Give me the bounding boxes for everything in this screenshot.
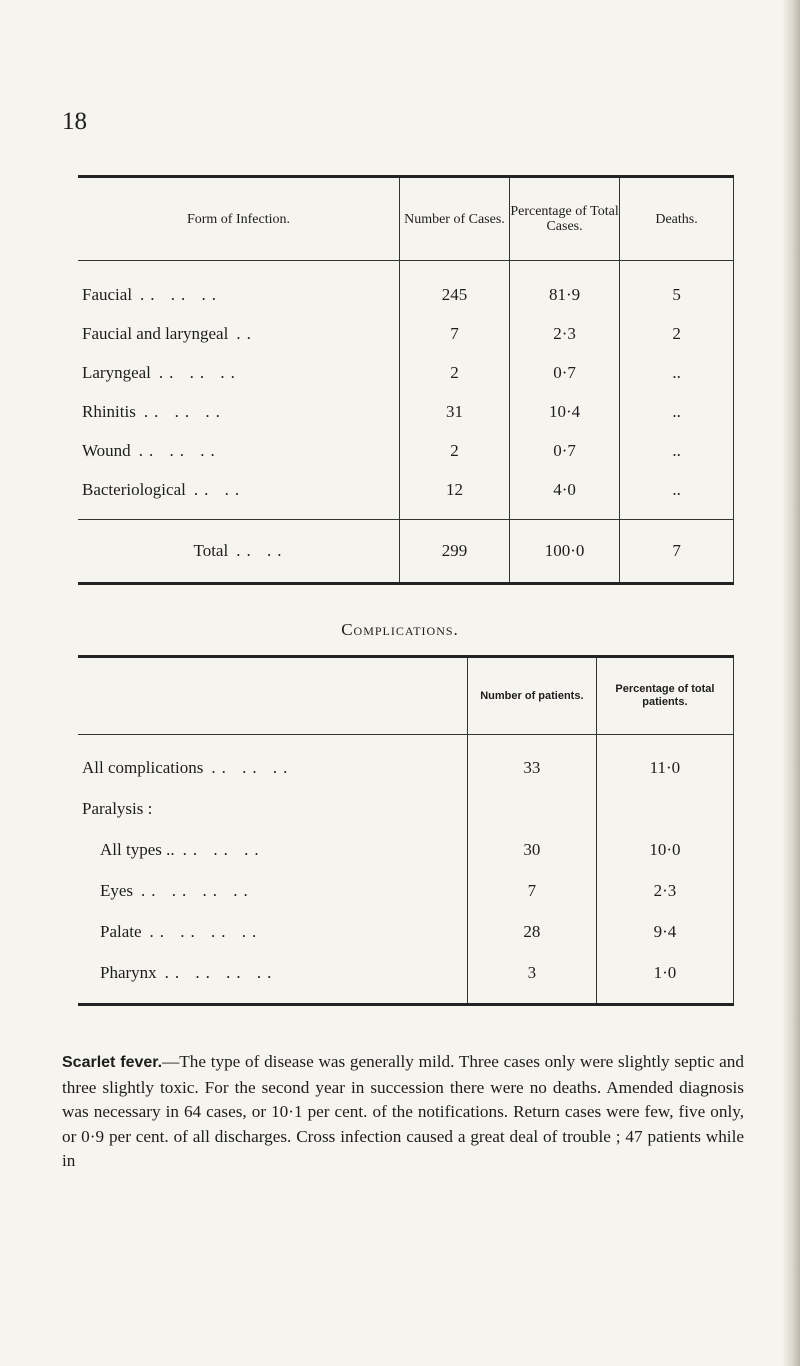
cell-form: [78, 392, 399, 431]
complication-label: Palate: [100, 921, 142, 941]
table-row: [78, 261, 734, 315]
total-label: Total: [193, 541, 229, 560]
table-row: [78, 829, 734, 870]
form-label: Wound: [82, 440, 131, 460]
leader-dots: .. .. ..: [158, 362, 241, 382]
infection-table: [78, 175, 734, 585]
table-row: [78, 870, 734, 911]
page-number: 18: [62, 108, 87, 135]
leader-dots: .. .. .. ..: [141, 880, 254, 900]
cell-complication: [78, 735, 467, 789]
page-edge-shadow: [782, 0, 800, 1366]
cell-number: 28: [467, 911, 596, 952]
paragraph-lead: Scarlet fever.: [62, 1054, 163, 1071]
table-row: [78, 735, 734, 789]
cell-number: 7: [467, 870, 596, 911]
cell-cases: 31: [399, 392, 509, 431]
cell-percentage: 10·4: [509, 392, 619, 431]
header-percentage-patients: Percentage of total patients.: [596, 657, 733, 735]
form-label: Bacteriological: [82, 479, 186, 499]
leader-dots: .. ..: [193, 479, 246, 499]
cell-percentage: 4·0: [509, 470, 619, 520]
cell-percentage: 11·0: [596, 735, 733, 789]
cell-form: [78, 314, 399, 353]
complications-table: [78, 655, 734, 1006]
table-row: [78, 431, 734, 470]
header-number-patients: Number of patients.: [467, 657, 596, 735]
table-row: [78, 911, 734, 952]
header-cases: Number of Cases.: [399, 177, 509, 261]
cell-number: [467, 788, 596, 829]
complication-label: All complications: [82, 757, 204, 777]
header-percentage: Percentage of Total Cases.: [509, 177, 619, 261]
complication-label: Eyes: [100, 880, 134, 900]
cell-form: [78, 353, 399, 392]
cell-percentage: 9·4: [596, 911, 733, 952]
cell-total-cases: 299: [399, 520, 509, 584]
header-deaths: Deaths.: [620, 177, 734, 261]
cell-deaths: ..: [620, 392, 734, 431]
form-label: Rhinitis: [82, 401, 136, 421]
leader-dots: .. .. ..: [140, 284, 223, 304]
cell-percentage: 2·3: [509, 314, 619, 353]
leader-dots: .. ..: [236, 541, 288, 560]
table-row: [78, 314, 734, 353]
complication-label: Pharynx: [100, 962, 157, 982]
table-row: [78, 353, 734, 392]
cell-cases: 7: [399, 314, 509, 353]
cell-deaths: 5: [620, 261, 734, 315]
leader-dots: .. .. ..: [138, 440, 221, 460]
total-row: [78, 520, 734, 584]
complications-title: Complications.: [341, 620, 459, 639]
cell-total-deaths: 7: [620, 520, 734, 584]
cell-percentage: 1·0: [596, 952, 733, 1005]
cell-number: 3: [467, 952, 596, 1005]
table-row: [78, 952, 734, 1005]
cell-cases: 12: [399, 470, 509, 520]
cell-percentage: [596, 788, 733, 829]
complication-label: All types ..: [100, 839, 175, 859]
form-label: Faucial and laryngeal: [82, 323, 229, 343]
cell-number: 33: [467, 735, 596, 789]
cell-deaths: 2: [620, 314, 734, 353]
table-row: [78, 392, 734, 431]
header-form: Form of Infection.: [78, 177, 399, 261]
leader-dots: .. .. ..: [211, 757, 294, 777]
cell-percentage: 0·7: [509, 431, 619, 470]
header-blank: [78, 657, 467, 735]
leader-dots: ..: [236, 323, 257, 343]
leader-dots: .. .. ..: [143, 401, 226, 421]
infection-table-header: [78, 177, 734, 261]
cell-deaths: ..: [620, 353, 734, 392]
cell-deaths: ..: [620, 470, 734, 520]
cell-percentage: 81·9: [509, 261, 619, 315]
form-label: Laryngeal: [82, 362, 151, 382]
cell-complication: [78, 870, 467, 911]
cell-deaths: ..: [620, 431, 734, 470]
cell-percentage: 2·3: [596, 870, 733, 911]
leader-dots: .. .. ..: [182, 839, 265, 859]
cell-complication: [78, 952, 467, 1005]
form-label: Faucial: [82, 284, 133, 304]
cell-form: [78, 431, 399, 470]
cell-total-label: [78, 520, 399, 584]
leader-dots: .. .. .. ..: [149, 921, 263, 941]
cell-form: [78, 470, 399, 520]
cell-cases: 2: [399, 353, 509, 392]
cell-form: [78, 261, 399, 315]
complication-label: Paralysis :: [82, 798, 153, 818]
complications-table-header: [78, 657, 734, 735]
cell-total-percentage: 100·0: [509, 520, 619, 584]
cell-percentage: 10·0: [596, 829, 733, 870]
cell-number: 30: [467, 829, 596, 870]
table-row: [78, 470, 734, 520]
cell-complication: [78, 788, 467, 829]
cell-complication: [78, 829, 467, 870]
table-row: [78, 788, 734, 829]
cell-cases: 245: [399, 261, 509, 315]
paragraph-text: —The type of disease was generally mild. Three cases only were slightly septic and three slightly toxic. For the second year in succession there were no deaths. Amended diagnosis was necessary in 64 cases, or 10·1 per cent. of the notifications. Return cases were few, five only, or 0·9 per cent. of all discharges. Cross infection caused a great deal of trouble ; 47 patients while in: [62, 1052, 744, 1170]
leader-dots: .. .. .. ..: [164, 962, 278, 982]
cell-cases: 2: [399, 431, 509, 470]
scarlet-fever-paragraph: [62, 1050, 744, 1174]
cell-percentage: 0·7: [509, 353, 619, 392]
cell-complication: [78, 911, 467, 952]
